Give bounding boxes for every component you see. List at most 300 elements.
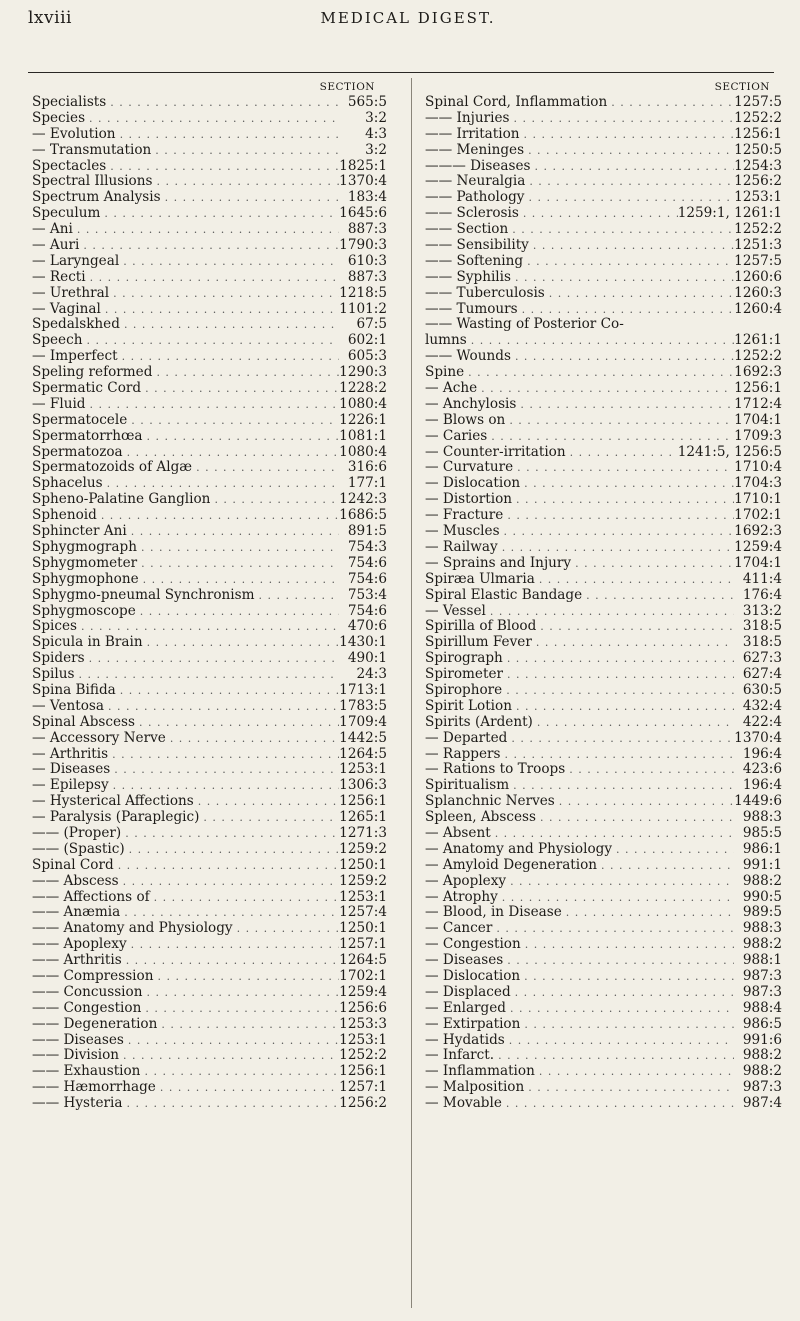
entry-section-ref: 490:1	[347, 650, 387, 667]
dot-leader	[464, 365, 734, 381]
dot-leader	[524, 1080, 734, 1096]
dot-leader	[86, 270, 339, 286]
entry-section-ref: 630:5	[742, 681, 782, 698]
entry-term: — Absent	[425, 824, 491, 841]
entry-term: —— Compression	[32, 967, 154, 984]
entry-section-ref: 1712:4	[734, 395, 782, 412]
entry-section-ref: 1271:3	[339, 824, 387, 841]
entry-section-ref: 196:4	[742, 777, 782, 794]
index-entry	[425, 937, 782, 953]
entry-term: — Blood, in Disease	[425, 904, 562, 921]
entry-section-ref: 990:5	[742, 888, 782, 905]
entry-section-ref: 1259:2	[339, 840, 387, 857]
entry-term: Spirits (Ardent)	[425, 713, 533, 730]
dot-leader	[524, 143, 734, 159]
entry-section-ref: 1256:1	[734, 380, 782, 397]
index-entry	[425, 1080, 782, 1096]
index-entry	[425, 794, 782, 810]
entry-term: —— Tumours	[425, 300, 518, 317]
index-entry	[425, 890, 782, 906]
index-entry	[425, 413, 782, 429]
dot-leader	[508, 222, 734, 238]
entry-term: Species	[32, 109, 86, 126]
entry-section-ref: 1710:1	[734, 491, 782, 508]
dot-leader	[565, 762, 734, 778]
index-entry	[32, 810, 387, 826]
entry-section-ref: 1702:1	[339, 967, 387, 984]
index-entry	[32, 111, 387, 127]
index-entry	[425, 302, 782, 318]
entry-term: — Counter-irritation	[425, 443, 566, 460]
index-entry	[32, 651, 387, 667]
entry-term: — Ventosa	[32, 697, 105, 714]
entry-term: Spermatic Cord	[32, 380, 142, 397]
entry-term: — Movable	[425, 1095, 502, 1112]
index-entry	[32, 778, 387, 794]
index-entry	[32, 206, 387, 222]
entry-section-ref: 891:5	[347, 523, 387, 540]
dot-leader	[505, 1033, 734, 1049]
dot-leader	[199, 810, 339, 826]
dot-leader	[500, 524, 734, 540]
dot-leader	[109, 778, 339, 794]
dot-leader	[503, 508, 734, 524]
dot-leader	[502, 1096, 734, 1112]
right-column	[425, 80, 782, 1112]
dot-leader	[562, 905, 734, 921]
entry-term: — Recti	[32, 268, 86, 285]
dot-leader	[106, 159, 339, 175]
index-entry	[425, 127, 782, 143]
entry-term: Sphacelus	[32, 475, 103, 492]
entry-term: ——— Diseases	[425, 157, 531, 174]
index-entry	[32, 365, 387, 381]
dot-leader	[509, 111, 734, 127]
entry-section-ref: 1264:5	[339, 952, 387, 969]
entry-term: — Dislocation	[425, 967, 521, 984]
entry-section-ref: 1306:3	[339, 777, 387, 794]
entry-section-ref: 1449:6	[734, 793, 782, 810]
entry-term: — Ache	[425, 380, 478, 397]
entry-section-ref: 985:5	[742, 824, 782, 841]
index-entry	[425, 429, 782, 445]
entry-term: — Apoplexy	[425, 872, 507, 889]
dot-leader	[533, 715, 734, 731]
entry-term: —— Meninges	[425, 141, 525, 158]
index-list-right	[425, 95, 782, 1112]
entry-section-ref: 1430:1	[339, 634, 387, 651]
entry-section-ref: 610:3	[347, 252, 387, 269]
entry-term: — Caries	[425, 427, 488, 444]
index-entry	[32, 1001, 387, 1017]
entry-section-ref: 1226:1	[339, 411, 387, 428]
index-entry	[32, 492, 387, 508]
entry-section-ref: 1256:2	[339, 1095, 387, 1112]
index-entry	[425, 349, 782, 365]
index-entry	[425, 445, 782, 461]
dot-leader	[119, 874, 339, 890]
entry-section-ref: 1253:1	[339, 1031, 387, 1048]
index-entry	[425, 667, 782, 683]
dot-leader	[137, 540, 339, 556]
entry-section-ref: 627:4	[742, 666, 782, 683]
entry-term: — Diseases	[32, 761, 111, 778]
dot-leader	[545, 286, 734, 302]
entry-term: Spine	[425, 364, 465, 381]
dot-leader	[118, 349, 339, 365]
dot-leader	[530, 159, 734, 175]
index-entry	[32, 524, 387, 540]
dot-leader	[100, 206, 339, 222]
dot-leader	[503, 667, 734, 683]
entry-term: Spiræa Ulmaria	[425, 570, 535, 587]
entry-section-ref: 1702:1	[734, 507, 782, 524]
index-entry	[32, 715, 387, 731]
dot-leader	[520, 127, 734, 143]
entry-term: — Evolution	[32, 125, 116, 142]
entry-term: Spirit Lotion	[425, 697, 512, 714]
entry-term: — Amyloid Degeneration	[425, 856, 598, 873]
index-entry	[32, 1048, 387, 1064]
entry-term: Spirilla of Blood	[425, 618, 537, 635]
dot-leader	[507, 731, 734, 747]
dot-leader	[555, 794, 734, 810]
entry-term: —— Sclerosis	[425, 205, 519, 222]
entry-section-ref: 1783:5	[339, 697, 387, 714]
entry-term: — Paralysis (Paraplegic)	[32, 809, 200, 826]
index-entry	[32, 333, 387, 349]
entry-section-ref: 987:3	[742, 983, 782, 1000]
dot-leader	[525, 174, 734, 190]
entry-section-ref: 988:2	[742, 936, 782, 953]
index-entry	[32, 874, 387, 890]
entry-term: — Imperfect	[32, 348, 118, 365]
entry-section-ref: 605:3	[347, 348, 387, 365]
dot-leader	[97, 508, 339, 524]
index-entry	[425, 460, 782, 476]
entry-term: — Curvature	[425, 459, 514, 476]
dot-leader	[122, 953, 339, 969]
entry-section-ref: 1080:4	[339, 443, 387, 460]
entry-term: Sphenoid	[32, 507, 97, 524]
index-entry	[425, 556, 782, 572]
entry-term: Spilus	[32, 666, 75, 683]
entry-section-ref: 422:4	[742, 713, 782, 730]
dot-leader	[519, 206, 678, 222]
entry-term: —— Exhaustion	[32, 1063, 141, 1080]
entry-term: Sphygmograph	[32, 538, 137, 555]
entry-section-ref: 627:3	[742, 650, 782, 667]
dot-leader	[511, 270, 734, 286]
entry-term: — Laryngeal	[32, 252, 120, 269]
entry-section-ref: 1080:4	[339, 395, 387, 412]
entry-section-ref: 565:5	[347, 94, 387, 110]
header-rule	[28, 72, 774, 73]
entry-section-ref: 1259:1, 1261:1	[677, 205, 782, 222]
entry-section-ref: 988:3	[742, 920, 782, 937]
entry-term: — Infarct.	[425, 1047, 495, 1064]
entry-term: —— Hæmorrhage	[32, 1079, 156, 1096]
dot-leader	[108, 747, 339, 763]
entry-term: Spirometer	[425, 666, 503, 683]
dot-leader	[135, 715, 339, 731]
entry-section-ref: 987:4	[742, 1095, 782, 1112]
entry-term: — Fluid	[32, 395, 86, 412]
index-entry	[32, 429, 387, 445]
index-entry	[425, 651, 782, 667]
entry-section-ref: 1257:1	[339, 936, 387, 953]
entry-section-ref: 1250:1	[339, 856, 387, 873]
entry-term: Specialists	[32, 94, 107, 110]
entry-section-ref: 1790:3	[339, 237, 387, 254]
entry-section-ref: 1101:2	[339, 300, 387, 317]
entry-term: — Fracture	[425, 507, 504, 524]
entry-term: Spectacles	[32, 157, 107, 174]
entry-term: Spirophore	[425, 681, 503, 698]
dot-leader	[141, 1001, 339, 1017]
running-title: MEDICAL DIGEST.	[320, 9, 496, 27]
dot-leader	[140, 1064, 339, 1080]
index-entry	[425, 238, 782, 254]
entry-section-ref: 1253:1	[339, 761, 387, 778]
dot-leader	[494, 1048, 734, 1064]
entry-section-ref: 1260:4	[734, 300, 782, 317]
dot-leader	[119, 254, 339, 270]
entry-term: — Congestion	[425, 936, 521, 953]
entry-term: — Muscles	[425, 523, 500, 540]
index-entry	[32, 1033, 387, 1049]
dot-leader	[597, 858, 734, 874]
index-entry	[32, 508, 387, 524]
index-entry	[425, 858, 782, 874]
dot-leader	[101, 302, 339, 318]
entry-section-ref: 423:6	[742, 761, 782, 778]
dot-leader	[503, 651, 734, 667]
entry-section-ref: 183:4	[347, 189, 387, 206]
entry-term: Spiral Elastic Bandage	[425, 586, 583, 603]
entry-section-ref: 1253:1	[734, 189, 782, 206]
entry-section-ref: 4:3	[365, 125, 387, 142]
entry-term: Spirograph	[425, 650, 503, 667]
entry-term: Spermatozoa	[32, 443, 123, 460]
index-entry	[425, 731, 782, 747]
dot-leader	[506, 874, 734, 890]
entry-term: Sphygmometer	[32, 554, 138, 571]
index-entry	[32, 1080, 387, 1096]
entry-section-ref: 411:4	[742, 570, 782, 587]
entry-section-ref: 1252:2	[734, 109, 782, 126]
entry-term: — Arthritis	[32, 745, 109, 762]
dot-leader	[511, 349, 734, 365]
dot-leader	[116, 683, 339, 699]
dot-leader	[151, 143, 339, 159]
entry-term: —— Section	[425, 221, 509, 238]
dot-leader	[612, 842, 734, 858]
index-entry	[32, 127, 387, 143]
dot-leader	[136, 604, 339, 620]
entry-term: —— Wasting of Posterior Co-	[425, 316, 624, 333]
index-entry	[425, 365, 782, 381]
entry-section-ref: 991:1	[742, 856, 782, 873]
dot-leader	[166, 731, 339, 747]
entry-section-ref: 1442:5	[339, 729, 387, 746]
entry-term: — Diseases	[425, 952, 504, 969]
entry-term: — Railway	[425, 538, 498, 555]
index-entry	[32, 143, 387, 159]
index-entry	[425, 778, 782, 794]
entry-term: Spirillum Fever	[425, 634, 532, 651]
dot-leader	[85, 651, 339, 667]
dot-leader	[192, 460, 339, 476]
index-entry	[32, 254, 387, 270]
entry-term: —— (Spastic)	[32, 840, 125, 857]
entry-term: — Rappers	[425, 745, 501, 762]
entry-section-ref: 1259:2	[339, 872, 387, 889]
dot-leader	[74, 667, 339, 683]
index-entry	[425, 683, 782, 699]
index-entry	[32, 858, 387, 874]
entry-section-ref: 313:2	[742, 602, 782, 619]
index-entry	[425, 286, 782, 302]
index-entry	[425, 540, 782, 556]
index-entry	[425, 588, 782, 604]
entry-term: —— Diseases	[32, 1031, 124, 1048]
dot-leader	[535, 572, 734, 588]
entry-term: Spiritualism	[425, 777, 510, 794]
entry-section-ref: 1256:6	[339, 999, 387, 1016]
index-entry	[425, 333, 782, 349]
dot-leader	[110, 762, 339, 778]
entry-term: — Auri	[32, 237, 80, 254]
entry-section-ref: 1257:1	[339, 1079, 387, 1096]
entry-section-ref: 1254:3	[734, 157, 782, 174]
entry-section-ref: 318:5	[742, 618, 782, 635]
dot-leader	[127, 937, 339, 953]
entry-term: Sphincter Ani	[32, 523, 127, 540]
dot-leader	[127, 413, 339, 429]
entry-section-ref: 986:1	[742, 840, 782, 857]
column-divider	[411, 78, 412, 1308]
dot-leader	[487, 429, 734, 445]
index-entry	[425, 572, 782, 588]
dot-leader	[79, 238, 339, 254]
index-entry	[425, 492, 782, 508]
index-entry	[425, 476, 782, 492]
dot-leader	[143, 429, 340, 445]
entry-section-ref: 1253:3	[339, 1015, 387, 1032]
index-entry	[425, 1064, 782, 1080]
entry-term: —— Anæmia	[32, 904, 121, 921]
index-entry	[425, 969, 782, 985]
index-entry	[32, 540, 387, 556]
entry-section-ref: 1256:2	[734, 173, 782, 190]
entry-term: Spinal Abscess	[32, 713, 135, 730]
entry-term: — Sprains and Injury	[425, 554, 572, 571]
entry-section-ref: 1081:1	[339, 427, 387, 444]
index-entry	[32, 1064, 387, 1080]
entry-term: — Hysterical Affections	[32, 793, 194, 810]
page-header	[28, 8, 788, 30]
entry-term: Spectrum Analysis	[32, 189, 161, 206]
index-entry	[32, 238, 387, 254]
entry-section-ref: 432:4	[742, 697, 782, 714]
entry-section-ref: 24:3	[356, 666, 387, 683]
entry-section-ref: 988:2	[742, 1063, 782, 1080]
entry-term: Sphygmo-pneumal Synchronism	[32, 586, 255, 603]
dot-leader	[153, 969, 339, 985]
dot-leader	[512, 699, 734, 715]
entry-section-ref: 1290:3	[339, 364, 387, 381]
entry-section-ref: 887:3	[347, 268, 387, 285]
index-entry	[425, 921, 782, 937]
entry-term: —— Affections of	[32, 888, 150, 905]
dot-leader	[142, 985, 339, 1001]
entry-term: — Inflammation	[425, 1063, 535, 1080]
dot-leader	[104, 699, 339, 715]
index-entry	[32, 1096, 387, 1112]
entry-term: —— Concussion	[32, 983, 143, 1000]
entry-section-ref: 1253:1	[339, 888, 387, 905]
dot-leader	[498, 540, 734, 556]
entry-section-ref: 1256:1	[339, 1063, 387, 1080]
dot-leader	[503, 953, 734, 969]
entry-term: — Vessel	[425, 602, 486, 619]
dot-leader	[125, 842, 339, 858]
entry-section-ref: 754:6	[347, 602, 387, 619]
entry-term: Spina Bifida	[32, 681, 116, 698]
entry-term: —— Wounds	[425, 348, 511, 365]
index-entry	[32, 572, 387, 588]
dot-leader	[492, 921, 734, 937]
dot-leader	[120, 905, 339, 921]
entry-section-ref: 1256:1	[734, 125, 782, 142]
section-heading-right: SECTION	[714, 81, 770, 93]
index-entry	[425, 842, 782, 858]
entry-term: —— Congestion	[32, 999, 142, 1016]
entry-section-ref: 1242:3	[339, 491, 387, 508]
entry-section-ref: 988:4	[742, 999, 782, 1016]
entry-section-ref: 1241:5, 1256:5	[677, 443, 782, 460]
dot-leader	[152, 174, 339, 190]
dot-leader	[491, 826, 734, 842]
dot-leader	[157, 1017, 339, 1033]
dot-leader	[535, 1064, 734, 1080]
index-entry	[32, 826, 387, 842]
index-entry	[32, 413, 387, 429]
dot-leader	[139, 572, 339, 588]
entry-term: — Vaginal	[32, 300, 101, 317]
dot-leader	[536, 810, 734, 826]
index-entry	[32, 921, 387, 937]
entry-term: — Accessory Nerve	[32, 729, 166, 746]
dot-leader	[509, 778, 734, 794]
dot-leader	[156, 1080, 339, 1096]
dot-leader	[77, 619, 339, 635]
entry-section-ref: 1704:1	[734, 554, 782, 571]
entry-term: — Displaced	[425, 983, 511, 1000]
entry-section-ref: 1370:4	[734, 729, 782, 746]
entry-section-ref: 1259:4	[339, 983, 387, 1000]
entry-term: —— (Proper)	[32, 824, 122, 841]
dot-leader	[520, 1017, 734, 1033]
index-entry	[425, 1048, 782, 1064]
entry-section-ref: 754:3	[347, 538, 387, 555]
index-entry	[425, 826, 782, 842]
entry-term: Spectral Illusions	[32, 173, 153, 190]
index-entry	[32, 476, 387, 492]
entry-section-ref: 196:4	[742, 745, 782, 762]
index-entry	[425, 905, 782, 921]
